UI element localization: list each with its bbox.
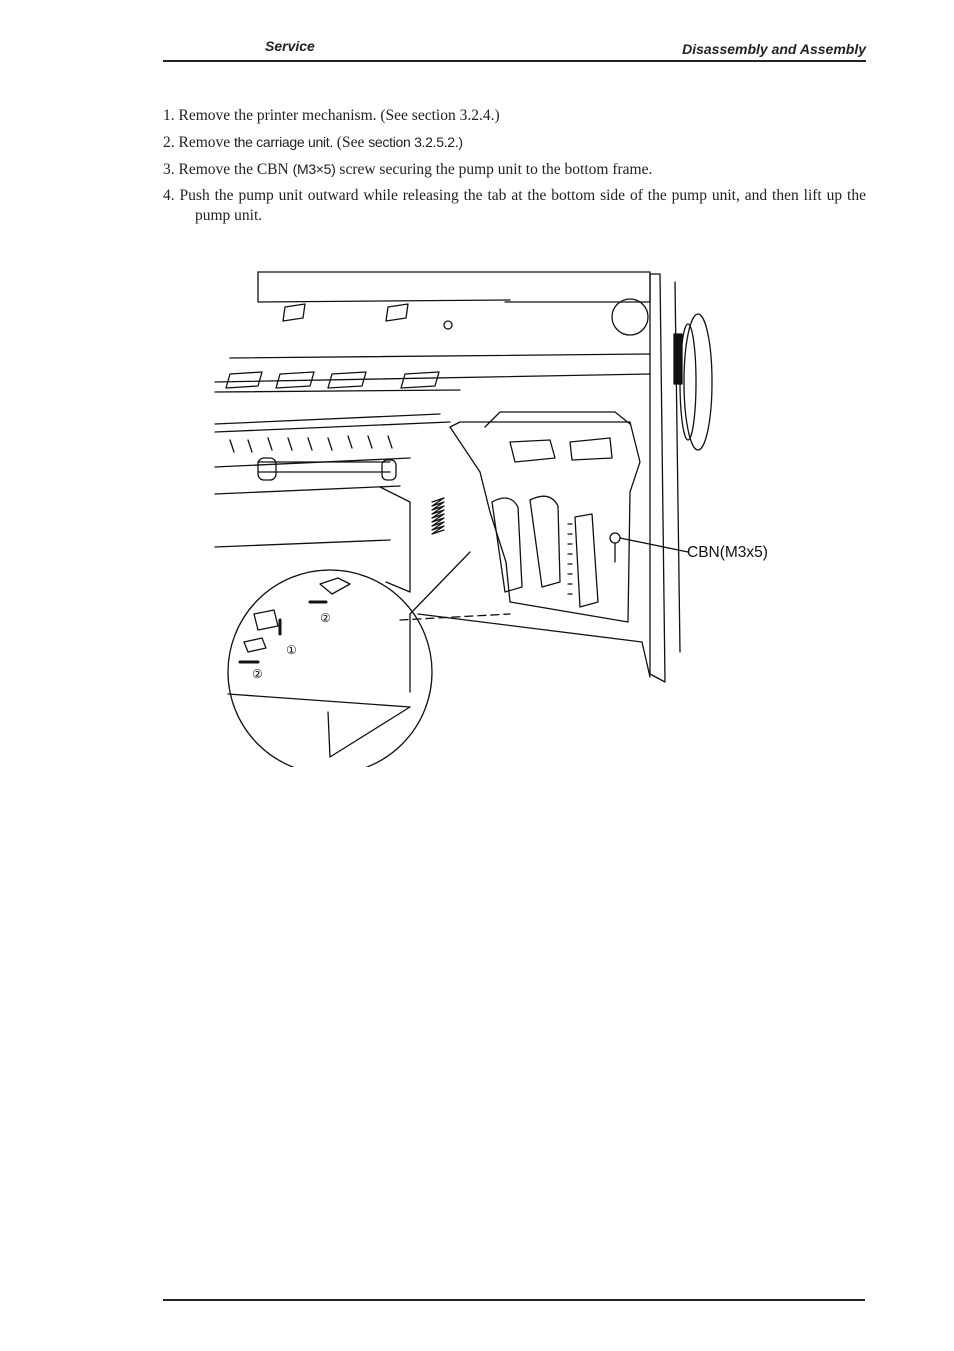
- step-text: Remove the CBN: [178, 161, 289, 178]
- step-3: [163, 159, 866, 180]
- section-reference-link[interactable]: section 3.2.5.2.): [368, 134, 463, 150]
- marker-2-bottom: ②: [252, 667, 263, 681]
- step-2: [163, 132, 866, 153]
- step-number: 3.: [163, 161, 175, 178]
- header-rule: [163, 60, 866, 62]
- screw-spec: (M3×5): [292, 161, 336, 177]
- footer-rule: [163, 1299, 865, 1301]
- step-text: Push the pump unit outward while releasing the tab at the bottom side of the pump unit, and then lift up the pump unit.: [179, 187, 866, 224]
- step-text: (See: [336, 134, 365, 151]
- step-text: Remove the printer mechanism. (See section 3.2.4.): [178, 107, 500, 124]
- step-text: Remove: [178, 134, 231, 151]
- procedure-steps: [163, 106, 866, 226]
- step-number: 2.: [163, 134, 175, 151]
- step-1: [163, 106, 866, 126]
- header-chapter-title: Disassembly and Assembly: [682, 41, 866, 57]
- pump-unit-removal-figure: [210, 262, 830, 767]
- marker-2-top: ②: [320, 611, 331, 625]
- marker-1: ①: [286, 643, 297, 657]
- step-number: 4.: [163, 187, 175, 204]
- screw-callout-label: CBN(M3x5): [687, 544, 768, 561]
- header-section-title: Service: [265, 38, 315, 54]
- carriage-unit-link[interactable]: the carriage unit.: [234, 134, 333, 150]
- step-text: screw securing the pump unit to the bottom frame.: [339, 161, 653, 178]
- step-number: 1.: [163, 107, 175, 124]
- step-4: [163, 186, 866, 226]
